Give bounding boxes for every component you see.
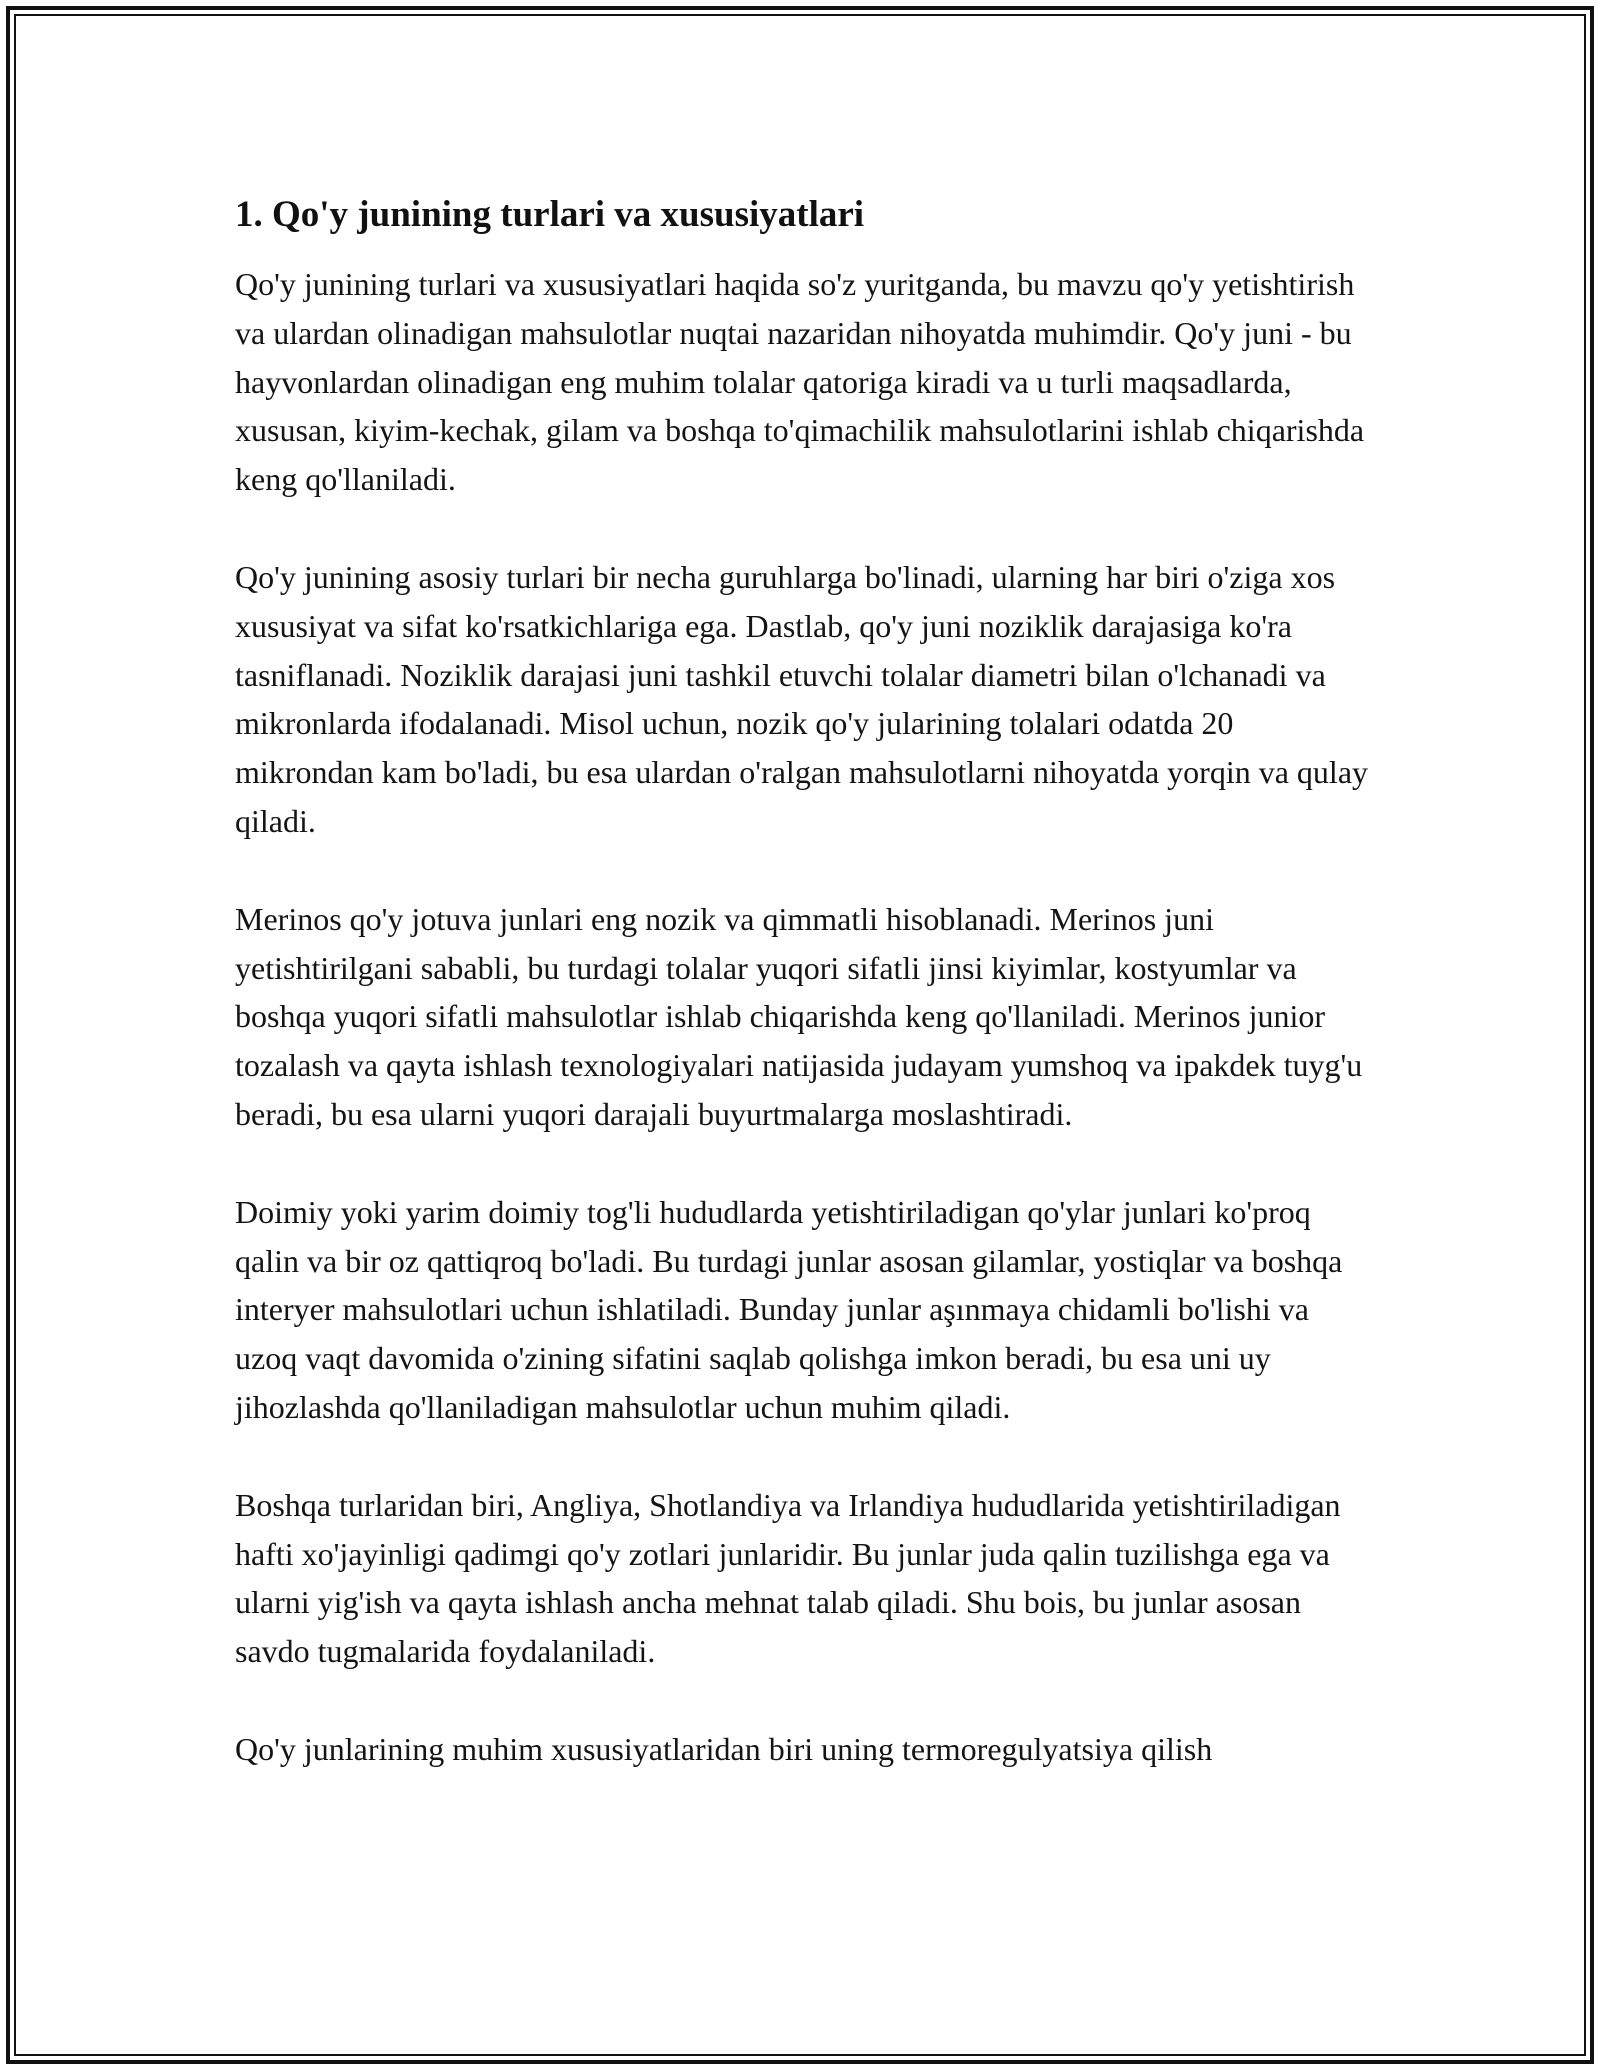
section-heading: 1. Qo'y junining turlari va xususiyatlari xyxy=(235,194,865,235)
paragraph: Qo'y junining turlari va xususiyatlari haqida so'z yuritganda, bu mavzu qo'y yetishtirish va ulardan olinadigan mahsulotlar nuqtai nazaridan nihoyatda muhimdir. Qo'y juni - bu hayvonlardan olinadigan eng muhim tolalar qatoriga kiradi va u turli maqsadlarda, xususan, kiyim-kechak, gilam va boshqa to'qimachilik mahsulotlarini ishlab chiqarishda keng qo'llaniladi. xyxy=(235,266,1365,498)
paragraph: Doimiy yoki yarim doimiy tog'li hududlarda yetishtiriladigan qo'ylar junlari ko'proq qalin va bir oz qattiqroq bo'ladi. Bu turdagi junlar asosan gilamlar, yostiqlar va boshqa interyer mahsulotlari uchun ishlatiladi. Bunday junlar aşınmaya chidamli bo'lishi va uzoq vaqt davomida o'zining sifatini saqlab qolishga imkon beradi, bu esa uni uy jihozlashda qo'llaniladigan mahsulotlar uchun muhim qiladi. xyxy=(235,1193,1343,1425)
paragraph: Qo'y junining asosiy turlari bir necha guruhlarga bo'linadi, ularning har biri o'ziga xos xususiyat va sifat ko'rsatkichlariga ega. Dastlab, qo'y juni noziklik darajasiga ko'ra tasniflanadi. Noziklik darajasi juni tashkil etuvchi tolalar diametri bilan o'lchanadi va mikronlarda ifodalanadi. Misol uchun, nozik qo'y jularining tolalari odatda 20 mikrondan kam bo'ladi, bu esa ulardan o'ralgan mahsulotlarni nihoyatda yorqin va qulay qiladi. xyxy=(235,558,1369,839)
paragraph: Qo'y junlarining muhim xususiyatlaridan biri uning termoregulyatsiya qilish xyxy=(235,1730,1213,1767)
paragraph: Boshqa turlaridan biri, Angliya, Shotlandiya va Irlandiya hududlarida yetishtiriladigan hafti xo'jayinligi qadimgi qo'y zotlari junlaridir. Bu junlar juda qalin tuzilishga ega va ularni yig'ish va qayta ishlash ancha mehnat talab qiladi. Shu bois, bu junlar asosan savdo tugmalarida foydalaniladi. xyxy=(235,1486,1341,1670)
document-body xyxy=(235,186,1375,1823)
paragraph: Merinos qo'y jotuva junlari eng nozik va qimmatli hisoblanadi. Merinos juni yetishtirilgani sababli, bu turdagi tolalar yuqori sifatli jinsi kiyimlar, kostyumlar va boshqa yuqori sifatli mahsulotlar ishlab chiqarishda keng qo'llaniladi. Merinos junior tozalash va qayta ishlash texnologiyalari natijasida judayam yumshoq va ipakdek tuyg'u beradi, bu esa ularni yuqori darajali buyurtmalarga moslashtiradi. xyxy=(235,900,1363,1132)
